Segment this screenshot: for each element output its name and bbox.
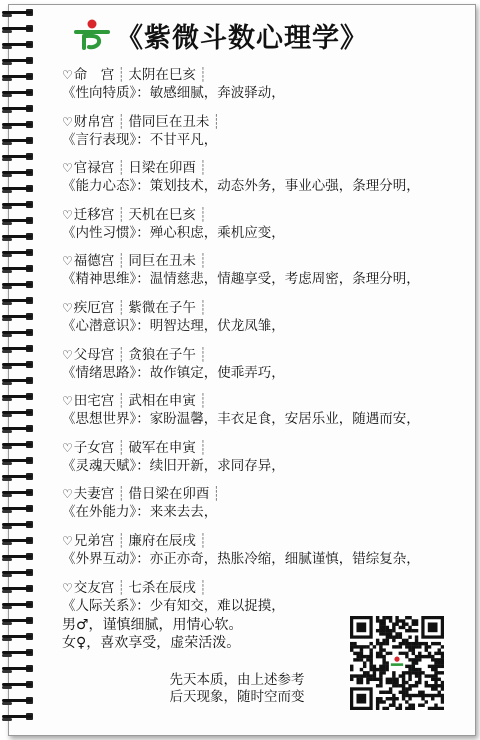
page-title: 《紫微斗数心理学》 [116, 23, 368, 54]
trait-open-bracket: 《 [62, 550, 76, 567]
trait-close-bracket: 》： [129, 457, 150, 474]
palace-name: 子女宫 [73, 439, 115, 456]
palace-star: 破军在申寅 [128, 439, 196, 456]
palace-line [62, 532, 462, 550]
heart-icon: ♡ [62, 161, 73, 176]
trait-open-bracket: 《 [62, 364, 76, 381]
trait-desc: 少有知交，难以捉摸， [149, 597, 285, 614]
spiral-ring [0, 536, 36, 546]
heart-icon: ♡ [62, 347, 73, 362]
spiral-ring [0, 488, 36, 498]
header [72, 14, 402, 54]
spiral-ring [0, 72, 36, 82]
trait-close-bracket: 》： [129, 85, 150, 101]
spiral-ring [0, 56, 36, 66]
trait-desc: 明智达理，伏龙凤雏， [149, 317, 285, 334]
trait-line [62, 270, 462, 288]
qr-code-icon [350, 616, 444, 710]
gender-notes [62, 616, 243, 652]
palace-section [62, 159, 462, 206]
trait-label: 能力心态 [75, 178, 130, 195]
separator: ┊ [117, 113, 126, 130]
separator: ┊ [198, 393, 208, 410]
spiral-ring [0, 328, 36, 338]
trait-desc: 家盼温馨，丰衣足食，安居乐业，随遇而安， [149, 411, 420, 428]
palace-star: 紫微在子午 [128, 299, 196, 316]
spiral-ring [0, 360, 36, 370]
palace-line [62, 439, 462, 457]
palace-line [62, 66, 462, 84]
closing-note [152, 672, 322, 706]
spiral-ring [0, 264, 36, 274]
trait-open-bracket: 《 [62, 224, 76, 241]
separator: ┊ [117, 160, 126, 177]
trait-open-bracket: 《 [62, 411, 76, 428]
separator: ┊ [117, 393, 126, 410]
palace-name: 父母宫 [73, 346, 115, 363]
palace-section [62, 252, 462, 299]
spiral-ring [0, 8, 36, 18]
spiral-ring [0, 584, 36, 594]
palace-name: 命 宫 [73, 67, 115, 83]
trait-line [62, 410, 462, 428]
separator: ┊ [198, 532, 208, 549]
heart-icon: ♡ [62, 533, 73, 548]
palace-star: 七杀在辰戌 [128, 579, 196, 596]
trait-open-bracket: 《 [62, 85, 76, 101]
palace-star: 太阴在巳亥 [128, 67, 196, 83]
spiral-ring [0, 40, 36, 50]
trait-open-bracket: 《 [62, 131, 76, 148]
spiral-ring [0, 392, 36, 402]
spiral-ring [0, 600, 36, 610]
separator: ┊ [212, 113, 221, 130]
palace-line [62, 485, 462, 503]
trait-desc: 续旧开新，求同存异， [149, 457, 285, 474]
separator: ┊ [117, 67, 126, 83]
separator: ┊ [198, 160, 208, 177]
spiral-ring [0, 136, 36, 146]
separator: ┊ [117, 579, 126, 596]
trait-open-bracket: 《 [62, 597, 76, 614]
separator: ┊ [198, 67, 208, 83]
spiral-ring [0, 552, 36, 562]
logo-icon [72, 18, 112, 50]
trait-label: 性向特质 [75, 85, 130, 101]
spiral-ring [0, 248, 36, 258]
separator: ┊ [117, 439, 126, 456]
heart-icon: ♡ [62, 114, 73, 129]
trait-label: 外界互动 [75, 550, 130, 567]
trait-open-bracket: 《 [62, 271, 76, 288]
trait-label: 人际关系 [75, 597, 130, 614]
trait-desc: 温情慈悲，情趣享受，考虑周密，条理分明， [149, 271, 420, 288]
trait-line [62, 550, 462, 568]
trait-close-bracket: 》： [129, 131, 150, 148]
palace-list [62, 66, 462, 625]
palace-name: 田宅宫 [73, 393, 115, 410]
separator: ┊ [198, 439, 208, 456]
trait-line [62, 597, 462, 615]
palace-name: 财帛宫 [73, 113, 115, 130]
palace-star: 同巨在丑未 [128, 253, 196, 270]
trait-label: 心潜意识 [75, 317, 130, 334]
spiral-binding [0, 8, 40, 734]
palace-line [62, 299, 462, 317]
spiral-ring [0, 616, 36, 626]
spiral-ring [0, 376, 36, 386]
spiral-ring [0, 120, 36, 130]
trait-close-bracket: 》： [129, 178, 150, 195]
separator: ┊ [212, 486, 221, 503]
trait-close-bracket: 》： [129, 271, 150, 288]
spiral-ring [0, 168, 36, 178]
palace-section [62, 346, 462, 393]
trait-line [62, 177, 462, 195]
heart-icon: ♡ [62, 68, 73, 82]
separator: ┊ [198, 346, 208, 363]
heart-icon: ♡ [62, 487, 73, 502]
palace-name: 夫妻宫 [73, 486, 115, 503]
spiral-ring [0, 312, 36, 322]
trait-line [62, 131, 462, 149]
female-note: 女♀，喜欢享受，虚荣活泼。 [62, 635, 241, 651]
trait-label: 思想世界 [75, 411, 130, 428]
palace-section [62, 206, 462, 253]
palace-name: 兄弟宫 [73, 532, 115, 549]
palace-name: 官禄宫 [73, 160, 115, 177]
spiral-ring [0, 88, 36, 98]
spiral-ring [0, 280, 36, 290]
trait-line [62, 364, 462, 382]
spiral-ring [0, 712, 36, 722]
separator: ┊ [117, 486, 126, 503]
trait-close-bracket: 》： [129, 364, 150, 381]
spiral-ring [0, 424, 36, 434]
spiral-ring [0, 568, 36, 578]
trait-open-bracket: 《 [62, 504, 76, 521]
spiral-ring [0, 232, 36, 242]
palace-section [62, 439, 462, 486]
palace-line [62, 113, 462, 131]
palace-name: 疾厄宫 [73, 299, 115, 316]
spiral-ring [0, 152, 36, 162]
trait-desc: 策划技术，动态外务，事业心强，条理分明， [149, 178, 420, 195]
spiral-ring [0, 456, 36, 466]
male-note: 男♂，谨慎细腻，用情心软。 [62, 617, 243, 633]
palace-star: 武相在申寅 [128, 393, 196, 410]
spiral-ring [0, 440, 36, 450]
trait-line [62, 457, 462, 475]
trait-label: 内性习惯 [75, 224, 130, 241]
separator: ┊ [117, 253, 126, 270]
spiral-ring [0, 632, 36, 642]
spiral-ring [0, 24, 36, 34]
heart-icon: ♡ [62, 300, 73, 315]
heart-icon: ♡ [62, 580, 73, 595]
closing-line-2: 后天现象，随时空而变 [169, 689, 305, 705]
heart-icon: ♡ [62, 394, 73, 409]
spiral-ring [0, 184, 36, 194]
palace-section [62, 113, 462, 160]
palace-star: 贪狼在子午 [128, 346, 196, 363]
trait-label: 在外能力 [75, 504, 130, 521]
trait-label: 情绪思路 [75, 364, 130, 381]
trait-label: 灵魂天赋 [75, 457, 130, 474]
trait-desc: 不甘平凡， [149, 131, 218, 148]
spiral-ring [0, 296, 36, 306]
palace-line [62, 579, 462, 597]
spiral-ring [0, 696, 36, 706]
separator: ┊ [198, 206, 208, 223]
spiral-ring [0, 664, 36, 674]
palace-line [62, 159, 462, 177]
separator: ┊ [198, 579, 208, 596]
separator: ┊ [117, 206, 126, 223]
trait-open-bracket: 《 [62, 457, 76, 474]
separator: ┊ [117, 299, 126, 316]
trait-label: 言行表现 [75, 131, 130, 148]
spiral-ring [0, 200, 36, 210]
closing-line-1: 先天本质，由上述参考 [169, 672, 305, 688]
trait-line [62, 503, 462, 521]
spiral-ring [0, 504, 36, 514]
separator: ┊ [117, 346, 126, 363]
spiral-ring [0, 408, 36, 418]
separator: ┊ [117, 532, 126, 549]
spiral-ring [0, 680, 36, 690]
palace-section [62, 299, 462, 346]
palace-line [62, 252, 462, 270]
trait-desc: 殚心积虑，乘机应变， [149, 224, 285, 241]
trait-line [62, 224, 462, 242]
palace-section [62, 66, 462, 113]
trait-line [62, 84, 462, 102]
trait-close-bracket: 》： [129, 504, 150, 521]
trait-line [62, 317, 462, 335]
trait-desc: 来来去去， [149, 504, 218, 521]
palace-star: 廉府在辰戌 [128, 532, 196, 549]
trait-close-bracket: 》： [129, 317, 150, 334]
spiral-ring [0, 216, 36, 226]
palace-line [62, 392, 462, 410]
spiral-ring [0, 344, 36, 354]
trait-close-bracket: 》： [129, 224, 150, 241]
trait-desc: 故作镇定，使乖弄巧， [149, 364, 285, 381]
heart-icon: ♡ [62, 207, 73, 222]
spiral-ring [0, 472, 36, 482]
trait-close-bracket: 》： [129, 411, 150, 428]
separator: ┊ [198, 299, 208, 316]
palace-line [62, 346, 462, 364]
trait-open-bracket: 《 [62, 317, 76, 334]
trait-desc: 亦正亦奇，热胀冷缩，细腻谨慎，错综复杂， [149, 550, 420, 567]
separator: ┊ [198, 253, 208, 270]
palace-name: 福德宫 [73, 253, 115, 270]
palace-section [62, 392, 462, 439]
palace-section [62, 485, 462, 532]
palace-star: 日梁在卯酉 [128, 160, 196, 177]
heart-icon: ♡ [62, 254, 73, 269]
palace-star: 借同巨在丑未 [128, 113, 210, 130]
palace-star: 借日梁在卯酉 [128, 486, 210, 503]
heart-icon: ♡ [62, 440, 73, 455]
trait-open-bracket: 《 [62, 178, 76, 195]
palace-line [62, 206, 462, 224]
spiral-ring [0, 104, 36, 114]
palace-name: 交友宫 [73, 579, 115, 596]
palace-name: 迁移宫 [73, 206, 115, 223]
trait-close-bracket: 》： [129, 597, 150, 614]
trait-desc: 敏感细腻，奔波驿动， [149, 85, 285, 101]
trait-close-bracket: 》： [129, 550, 150, 567]
spiral-ring [0, 520, 36, 530]
spiral-ring [0, 648, 36, 658]
palace-section [62, 532, 462, 579]
palace-star: 天机在巳亥 [128, 206, 196, 223]
trait-label: 精神思维 [75, 271, 130, 288]
